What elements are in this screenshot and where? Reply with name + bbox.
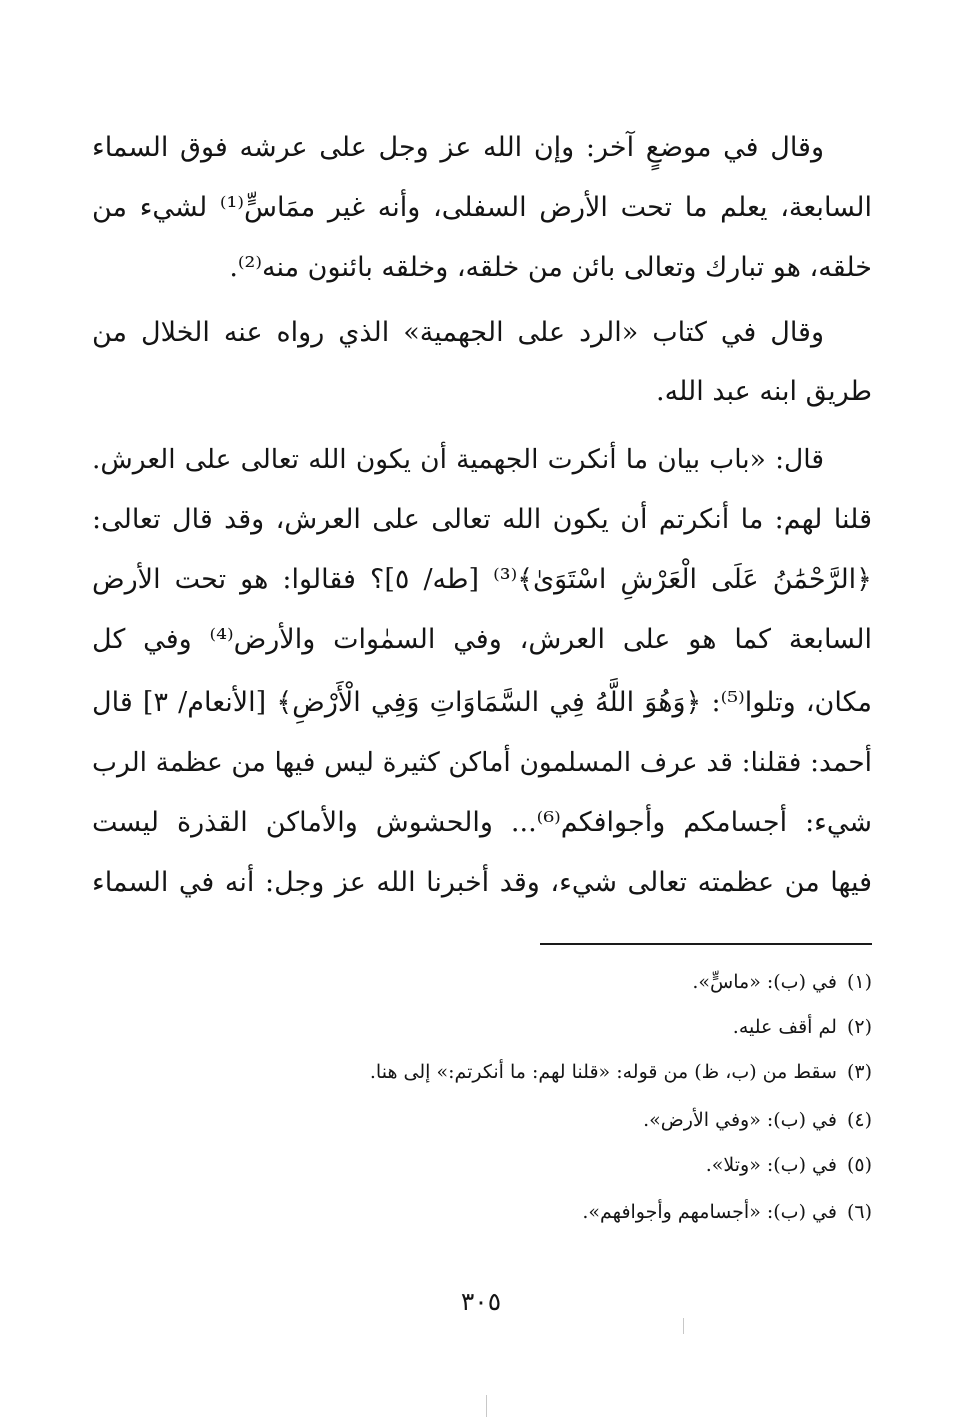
text-line: أحمد: فقلنا: قد عرف المسلمون أماكن كثيرة ليس فيها من عظمة الرب	[92, 747, 872, 778]
footnote	[582, 1192, 872, 1232]
scan-speck	[683, 1318, 684, 1334]
footnote	[733, 1007, 872, 1047]
quran-verse-line: ﴿الرَّحْمَٰنُ عَلَى الْعَرْشِ اسْتَوَىٰ﴾⁽³⁾ [طه/ ٥]؟ فقالوا: هو تحت الأرض	[92, 564, 872, 595]
footnote-text: في (ب): «وتلا».	[705, 1154, 837, 1176]
footnote-number: (٤)	[846, 1109, 872, 1131]
text-line: طريق ابنه عبد الله.	[656, 376, 872, 407]
scan-speck	[486, 1395, 487, 1417]
footnote-number: (٦)	[846, 1201, 872, 1223]
text-line: السابعة كما هو على العرش، وفي السمٰوات والأرض⁽⁴⁾ وفي كل	[92, 624, 872, 655]
footnote-number: (٢)	[846, 1016, 872, 1038]
text-line: وقال في موضعٍ آخر: وإن الله عز وجل على عرشه فوق السماء	[92, 132, 824, 163]
text-line: قلنا لهم: ما أنكرتم أن يكون الله تعالى على العرش، وقد قال تعالى:	[92, 504, 872, 535]
text-line: قال: «باب بيان ما أنكرت الجهمية أن يكون الله تعالى على العرش.	[92, 444, 824, 475]
footnote-number: (٥)	[846, 1154, 872, 1176]
footnote	[370, 1052, 872, 1092]
footnote	[692, 962, 872, 1002]
text-line: خلقه، هو تبارك وتعالى بائن من خلقه، وخلقه بائنون منه⁽²⁾.	[229, 252, 872, 283]
footnote-text: لم أقف عليه.	[732, 1016, 837, 1038]
footnote	[643, 1100, 872, 1140]
footnote-number: (١)	[846, 971, 872, 993]
text-line: شيء: أجسامكم وأجوافكم⁽⁶⁾... والحشوش والأماكن القذرة ليست	[92, 807, 872, 838]
footnote-text: في (ب): «ماسٍّ».	[692, 971, 837, 993]
text-line: فيها من عظمته تعالى شيء، وقد أخبرنا الله عز وجل: أنه في السماء	[92, 867, 872, 898]
footnote-separator	[540, 943, 872, 945]
footnote-text: في (ب): «وفي الأرض».	[643, 1109, 837, 1131]
footnote	[706, 1145, 872, 1185]
footnote-text: سقط من (ب، ظ) من قوله: «قلنا لهم: ما أنكرتم:» إلى هنا.	[369, 1061, 837, 1083]
text-line: السابعة، يعلم ما تحت الأرض السفلى، وأنه غير ممَاسٍّ⁽¹⁾ لشيء من	[92, 192, 872, 223]
footnote-text: في (ب): «أجسامهم وأجوافهم».	[582, 1201, 837, 1223]
footnote-number: (٣)	[846, 1061, 872, 1083]
quran-verse-line: مكان، وتلوا⁽⁵⁾: ﴿وَهُوَ اللَّهُ فِي السَّمَاوَاتِ وَفِي الْأَرْضِ﴾ [الأنعام/ ٣] قال	[92, 687, 872, 718]
page-number: ٣٠٥	[460, 1287, 502, 1316]
text-line: وقال في كتاب «الرد على الجهمية» الذي رواه عنه الخلال من	[92, 317, 824, 348]
